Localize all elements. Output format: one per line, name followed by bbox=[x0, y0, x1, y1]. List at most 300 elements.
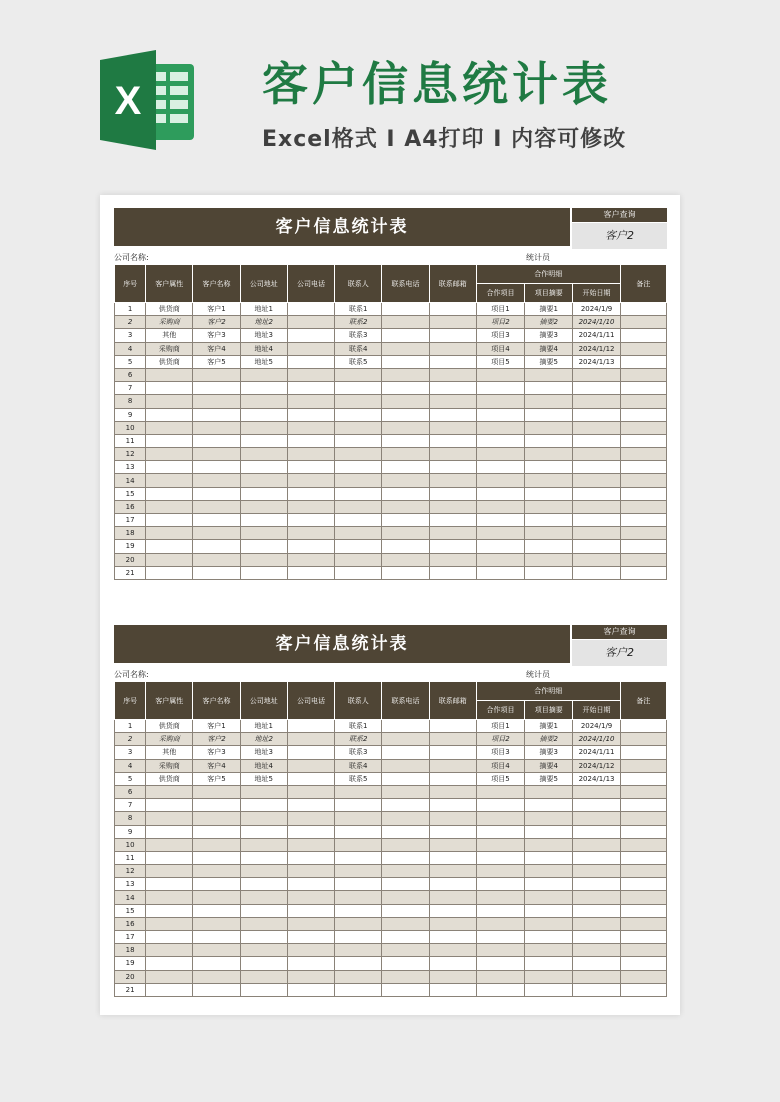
table-cell[interactable] bbox=[193, 500, 240, 513]
table-cell[interactable] bbox=[240, 461, 287, 474]
table-cell[interactable] bbox=[335, 448, 382, 461]
table-cell[interactable]: 1 bbox=[115, 303, 146, 316]
table-cell[interactable] bbox=[287, 527, 334, 540]
table-cell[interactable] bbox=[240, 434, 287, 447]
table-cell[interactable] bbox=[429, 566, 476, 579]
table-cell[interactable] bbox=[287, 785, 334, 798]
table-cell[interactable] bbox=[429, 487, 476, 500]
table-cell[interactable] bbox=[240, 368, 287, 381]
table-cell[interactable] bbox=[525, 487, 573, 500]
table-cell[interactable]: 项目2 bbox=[476, 316, 524, 329]
table-cell[interactable] bbox=[525, 500, 573, 513]
table-cell[interactable] bbox=[620, 825, 666, 838]
table-cell[interactable] bbox=[335, 461, 382, 474]
table-cell[interactable] bbox=[429, 514, 476, 527]
table-cell[interactable] bbox=[335, 970, 382, 983]
table-cell[interactable] bbox=[240, 566, 287, 579]
table-cell[interactable] bbox=[620, 785, 666, 798]
table-cell[interactable] bbox=[525, 540, 573, 553]
table-cell[interactable]: 地址1 bbox=[240, 720, 287, 733]
table-cell[interactable]: 客户5 bbox=[193, 355, 240, 368]
table-cell[interactable]: 5 bbox=[115, 772, 146, 785]
table-cell[interactable] bbox=[620, 865, 666, 878]
table-cell[interactable] bbox=[240, 931, 287, 944]
table-cell[interactable] bbox=[193, 838, 240, 851]
table-cell[interactable] bbox=[525, 382, 573, 395]
table-cell[interactable] bbox=[429, 983, 476, 996]
table-cell[interactable] bbox=[429, 891, 476, 904]
table-cell[interactable] bbox=[146, 487, 193, 500]
table-cell[interactable] bbox=[287, 342, 334, 355]
table-cell[interactable] bbox=[429, 851, 476, 864]
table-cell[interactable] bbox=[525, 865, 573, 878]
table-cell[interactable]: 客户3 bbox=[193, 329, 240, 342]
table-cell[interactable] bbox=[573, 865, 620, 878]
table-cell[interactable]: 14 bbox=[115, 474, 146, 487]
table-cell[interactable]: 10 bbox=[115, 421, 146, 434]
table-cell[interactable] bbox=[620, 904, 666, 917]
table-cell[interactable] bbox=[573, 785, 620, 798]
table-cell[interactable]: 6 bbox=[115, 368, 146, 381]
table-cell[interactable] bbox=[146, 434, 193, 447]
table-cell[interactable] bbox=[146, 865, 193, 878]
table-cell[interactable]: 2024/1/11 bbox=[573, 746, 620, 759]
table-cell[interactable]: 供货商 bbox=[146, 720, 193, 733]
table-cell[interactable] bbox=[146, 878, 193, 891]
table-cell[interactable] bbox=[429, 408, 476, 421]
table-cell[interactable] bbox=[240, 421, 287, 434]
table-cell[interactable] bbox=[525, 904, 573, 917]
table-cell[interactable]: 18 bbox=[115, 944, 146, 957]
table-cell[interactable] bbox=[287, 500, 334, 513]
table-cell[interactable] bbox=[573, 461, 620, 474]
table-cell[interactable] bbox=[287, 487, 334, 500]
table-cell[interactable] bbox=[193, 891, 240, 904]
table-cell[interactable] bbox=[382, 500, 429, 513]
table-cell[interactable] bbox=[382, 421, 429, 434]
table-cell[interactable]: 16 bbox=[115, 500, 146, 513]
table-cell[interactable] bbox=[287, 904, 334, 917]
table-cell[interactable] bbox=[476, 970, 524, 983]
table-cell[interactable] bbox=[620, 500, 666, 513]
table-cell[interactable] bbox=[335, 408, 382, 421]
table-cell[interactable]: 17 bbox=[115, 514, 146, 527]
table-cell[interactable] bbox=[573, 812, 620, 825]
table-cell[interactable]: 8 bbox=[115, 812, 146, 825]
table-cell[interactable] bbox=[573, 566, 620, 579]
table-cell[interactable] bbox=[429, 421, 476, 434]
table-cell[interactable] bbox=[335, 812, 382, 825]
table-cell[interactable] bbox=[335, 474, 382, 487]
table-cell[interactable]: 摘要4 bbox=[525, 759, 573, 772]
table-cell[interactable] bbox=[193, 395, 240, 408]
table-cell[interactable] bbox=[620, 448, 666, 461]
table-cell[interactable] bbox=[382, 355, 429, 368]
table-cell[interactable] bbox=[193, 566, 240, 579]
table-cell[interactable] bbox=[240, 878, 287, 891]
table-cell[interactable] bbox=[240, 799, 287, 812]
table-cell[interactable] bbox=[476, 931, 524, 944]
table-cell[interactable] bbox=[287, 733, 334, 746]
table-cell[interactable] bbox=[193, 904, 240, 917]
table-cell[interactable] bbox=[476, 500, 524, 513]
table-cell[interactable] bbox=[525, 944, 573, 957]
table-cell[interactable] bbox=[620, 461, 666, 474]
table-cell[interactable] bbox=[573, 514, 620, 527]
table-cell[interactable] bbox=[429, 917, 476, 930]
table-cell[interactable] bbox=[525, 825, 573, 838]
table-cell[interactable] bbox=[146, 514, 193, 527]
table-cell[interactable] bbox=[287, 957, 334, 970]
table-cell[interactable] bbox=[620, 329, 666, 342]
table-cell[interactable] bbox=[382, 865, 429, 878]
table-cell[interactable] bbox=[287, 461, 334, 474]
table-cell[interactable] bbox=[335, 540, 382, 553]
table-cell[interactable]: 联系2 bbox=[335, 733, 382, 746]
table-cell[interactable] bbox=[287, 355, 334, 368]
table-cell[interactable]: 项目1 bbox=[476, 720, 524, 733]
table-cell[interactable] bbox=[620, 799, 666, 812]
table-cell[interactable]: 21 bbox=[115, 566, 146, 579]
table-cell[interactable] bbox=[193, 878, 240, 891]
table-cell[interactable] bbox=[287, 329, 334, 342]
table-cell[interactable] bbox=[476, 865, 524, 878]
table-cell[interactable] bbox=[476, 799, 524, 812]
table-cell[interactable] bbox=[525, 395, 573, 408]
table-cell[interactable]: 2024/1/13 bbox=[573, 355, 620, 368]
table-cell[interactable] bbox=[240, 917, 287, 930]
table-cell[interactable] bbox=[146, 957, 193, 970]
table-cell[interactable] bbox=[429, 448, 476, 461]
table-cell[interactable] bbox=[335, 527, 382, 540]
table-cell[interactable] bbox=[382, 931, 429, 944]
table-cell[interactable] bbox=[429, 785, 476, 798]
table-cell[interactable] bbox=[287, 474, 334, 487]
table-cell[interactable] bbox=[476, 527, 524, 540]
table-cell[interactable] bbox=[146, 461, 193, 474]
table-cell[interactable] bbox=[573, 970, 620, 983]
table-cell[interactable] bbox=[382, 944, 429, 957]
table-cell[interactable]: 项目3 bbox=[476, 329, 524, 342]
table-cell[interactable]: 2024/1/11 bbox=[573, 329, 620, 342]
table-cell[interactable] bbox=[429, 838, 476, 851]
table-cell[interactable] bbox=[525, 408, 573, 421]
table-cell[interactable]: 采购商 bbox=[146, 759, 193, 772]
table-cell[interactable] bbox=[240, 500, 287, 513]
table-cell[interactable] bbox=[429, 382, 476, 395]
table-cell[interactable] bbox=[146, 838, 193, 851]
table-cell[interactable] bbox=[476, 474, 524, 487]
table-cell[interactable] bbox=[476, 421, 524, 434]
table-cell[interactable] bbox=[382, 316, 429, 329]
table-cell[interactable] bbox=[240, 395, 287, 408]
table-cell[interactable]: 摘要3 bbox=[525, 329, 573, 342]
table-cell[interactable] bbox=[335, 421, 382, 434]
table-cell[interactable]: 客户1 bbox=[193, 720, 240, 733]
table-cell[interactable]: 客户2 bbox=[193, 733, 240, 746]
table-cell[interactable] bbox=[429, 720, 476, 733]
table-cell[interactable]: 2024/1/9 bbox=[573, 720, 620, 733]
table-cell[interactable] bbox=[382, 838, 429, 851]
table-cell[interactable] bbox=[146, 851, 193, 864]
table-cell[interactable] bbox=[573, 838, 620, 851]
table-cell[interactable] bbox=[620, 759, 666, 772]
table-cell[interactable] bbox=[240, 527, 287, 540]
table-cell[interactable]: 4 bbox=[115, 759, 146, 772]
table-cell[interactable] bbox=[573, 434, 620, 447]
table-cell[interactable]: 摘要1 bbox=[525, 720, 573, 733]
table-cell[interactable] bbox=[335, 851, 382, 864]
table-cell[interactable] bbox=[193, 474, 240, 487]
table-cell[interactable] bbox=[620, 746, 666, 759]
table-cell[interactable] bbox=[287, 395, 334, 408]
table-cell[interactable]: 7 bbox=[115, 799, 146, 812]
table-cell[interactable] bbox=[382, 368, 429, 381]
table-cell[interactable] bbox=[146, 540, 193, 553]
table-cell[interactable] bbox=[476, 904, 524, 917]
table-cell[interactable]: 客户1 bbox=[193, 303, 240, 316]
table-cell[interactable] bbox=[525, 553, 573, 566]
table-cell[interactable] bbox=[525, 917, 573, 930]
table-cell[interactable] bbox=[429, 368, 476, 381]
table-cell[interactable] bbox=[287, 434, 334, 447]
table-cell[interactable] bbox=[335, 878, 382, 891]
table-cell[interactable] bbox=[476, 785, 524, 798]
table-cell[interactable] bbox=[193, 461, 240, 474]
table-cell[interactable] bbox=[146, 931, 193, 944]
table-cell[interactable] bbox=[193, 368, 240, 381]
table-cell[interactable] bbox=[382, 566, 429, 579]
table-cell[interactable] bbox=[382, 878, 429, 891]
table-cell[interactable] bbox=[382, 474, 429, 487]
table-cell[interactable] bbox=[573, 382, 620, 395]
table-cell[interactable] bbox=[146, 527, 193, 540]
table-cell[interactable]: 地址4 bbox=[240, 759, 287, 772]
table-cell[interactable]: 摘要1 bbox=[525, 303, 573, 316]
table-cell[interactable] bbox=[146, 395, 193, 408]
table-cell[interactable] bbox=[573, 917, 620, 930]
table-cell[interactable] bbox=[573, 448, 620, 461]
table-cell[interactable] bbox=[382, 825, 429, 838]
table-cell[interactable]: 项目4 bbox=[476, 759, 524, 772]
table-cell[interactable]: 6 bbox=[115, 785, 146, 798]
table-cell[interactable] bbox=[146, 785, 193, 798]
table-cell[interactable] bbox=[193, 931, 240, 944]
table-cell[interactable] bbox=[240, 448, 287, 461]
table-cell[interactable] bbox=[525, 474, 573, 487]
table-cell[interactable]: 供货商 bbox=[146, 355, 193, 368]
table-cell[interactable] bbox=[620, 566, 666, 579]
table-cell[interactable] bbox=[620, 553, 666, 566]
table-cell[interactable] bbox=[620, 851, 666, 864]
table-cell[interactable] bbox=[573, 851, 620, 864]
table-cell[interactable] bbox=[429, 540, 476, 553]
table-cell[interactable] bbox=[620, 421, 666, 434]
table-cell[interactable] bbox=[525, 878, 573, 891]
table-cell[interactable] bbox=[287, 448, 334, 461]
table-cell[interactable] bbox=[193, 514, 240, 527]
table-cell[interactable] bbox=[382, 917, 429, 930]
table-cell[interactable]: 4 bbox=[115, 342, 146, 355]
table-cell[interactable]: 2024/1/10 bbox=[573, 316, 620, 329]
table-cell[interactable] bbox=[476, 878, 524, 891]
table-cell[interactable] bbox=[146, 970, 193, 983]
table-cell[interactable] bbox=[620, 355, 666, 368]
table-cell[interactable] bbox=[335, 382, 382, 395]
table-cell[interactable]: 地址3 bbox=[240, 329, 287, 342]
table-cell[interactable] bbox=[382, 553, 429, 566]
table-cell[interactable] bbox=[287, 303, 334, 316]
table-cell[interactable]: 1 bbox=[115, 720, 146, 733]
table-cell[interactable] bbox=[240, 957, 287, 970]
table-cell[interactable] bbox=[525, 891, 573, 904]
table-cell[interactable]: 摘要5 bbox=[525, 772, 573, 785]
table-cell[interactable] bbox=[573, 540, 620, 553]
table-cell[interactable] bbox=[620, 772, 666, 785]
table-cell[interactable] bbox=[287, 799, 334, 812]
table-cell[interactable] bbox=[620, 434, 666, 447]
table-cell[interactable]: 联系4 bbox=[335, 759, 382, 772]
table-cell[interactable] bbox=[525, 514, 573, 527]
table-cell[interactable] bbox=[240, 970, 287, 983]
table-cell[interactable] bbox=[193, 434, 240, 447]
table-cell[interactable] bbox=[240, 983, 287, 996]
table-cell[interactable] bbox=[335, 983, 382, 996]
table-cell[interactable] bbox=[335, 395, 382, 408]
table-cell[interactable] bbox=[476, 487, 524, 500]
table-cell[interactable] bbox=[525, 434, 573, 447]
table-cell[interactable] bbox=[335, 904, 382, 917]
table-cell[interactable] bbox=[146, 474, 193, 487]
table-cell[interactable] bbox=[382, 342, 429, 355]
table-cell[interactable]: 20 bbox=[115, 970, 146, 983]
table-cell[interactable] bbox=[240, 812, 287, 825]
table-cell[interactable] bbox=[476, 917, 524, 930]
table-cell[interactable] bbox=[573, 931, 620, 944]
table-cell[interactable] bbox=[620, 720, 666, 733]
table-cell[interactable] bbox=[335, 368, 382, 381]
table-cell[interactable] bbox=[193, 851, 240, 864]
table-cell[interactable] bbox=[429, 944, 476, 957]
table-cell[interactable] bbox=[193, 944, 240, 957]
table-cell[interactable] bbox=[476, 368, 524, 381]
table-cell[interactable] bbox=[240, 474, 287, 487]
table-cell[interactable]: 项目4 bbox=[476, 342, 524, 355]
table-cell[interactable]: 联系3 bbox=[335, 746, 382, 759]
table-cell[interactable] bbox=[620, 878, 666, 891]
table-cell[interactable] bbox=[287, 746, 334, 759]
table-cell[interactable]: 13 bbox=[115, 461, 146, 474]
table-cell[interactable] bbox=[382, 514, 429, 527]
table-cell[interactable] bbox=[476, 540, 524, 553]
table-cell[interactable] bbox=[429, 812, 476, 825]
table-cell[interactable] bbox=[382, 303, 429, 316]
table-cell[interactable] bbox=[573, 891, 620, 904]
table-cell[interactable] bbox=[287, 759, 334, 772]
table-cell[interactable]: 摘要4 bbox=[525, 342, 573, 355]
table-cell[interactable] bbox=[146, 421, 193, 434]
table-cell[interactable] bbox=[146, 448, 193, 461]
table-cell[interactable] bbox=[525, 838, 573, 851]
table-cell[interactable] bbox=[240, 487, 287, 500]
table-cell[interactable]: 联系3 bbox=[335, 329, 382, 342]
table-cell[interactable] bbox=[429, 878, 476, 891]
table-cell[interactable] bbox=[193, 825, 240, 838]
table-cell[interactable] bbox=[382, 772, 429, 785]
table-cell[interactable] bbox=[193, 382, 240, 395]
table-cell[interactable] bbox=[146, 812, 193, 825]
table-cell[interactable] bbox=[429, 799, 476, 812]
table-cell[interactable] bbox=[476, 434, 524, 447]
table-cell[interactable] bbox=[429, 342, 476, 355]
table-cell[interactable] bbox=[146, 891, 193, 904]
table-cell[interactable] bbox=[620, 917, 666, 930]
table-cell[interactable] bbox=[573, 825, 620, 838]
table-cell[interactable] bbox=[287, 514, 334, 527]
table-cell[interactable] bbox=[476, 395, 524, 408]
table-cell[interactable] bbox=[240, 825, 287, 838]
table-cell[interactable]: 2024/1/10 bbox=[573, 733, 620, 746]
table-cell[interactable]: 地址1 bbox=[240, 303, 287, 316]
table-cell[interactable]: 2024/1/12 bbox=[573, 759, 620, 772]
table-cell[interactable]: 联系2 bbox=[335, 316, 382, 329]
table-cell[interactable] bbox=[620, 316, 666, 329]
table-cell[interactable] bbox=[429, 395, 476, 408]
table-cell[interactable] bbox=[146, 408, 193, 421]
table-cell[interactable] bbox=[429, 329, 476, 342]
table-cell[interactable] bbox=[146, 500, 193, 513]
table-cell[interactable] bbox=[335, 487, 382, 500]
table-cell[interactable] bbox=[382, 540, 429, 553]
table-cell[interactable]: 客户2 bbox=[193, 316, 240, 329]
table-cell[interactable]: 客户4 bbox=[193, 759, 240, 772]
table-cell[interactable] bbox=[335, 944, 382, 957]
table-cell[interactable] bbox=[335, 931, 382, 944]
table-cell[interactable] bbox=[429, 355, 476, 368]
table-cell[interactable] bbox=[429, 474, 476, 487]
table-cell[interactable]: 供货商 bbox=[146, 303, 193, 316]
table-cell[interactable] bbox=[287, 878, 334, 891]
table-cell[interactable]: 客户5 bbox=[193, 772, 240, 785]
table-cell[interactable]: 2 bbox=[115, 733, 146, 746]
table-cell[interactable] bbox=[476, 891, 524, 904]
table-cell[interactable] bbox=[429, 500, 476, 513]
table-cell[interactable]: 项目5 bbox=[476, 355, 524, 368]
table-cell[interactable] bbox=[429, 825, 476, 838]
table-cell[interactable] bbox=[620, 931, 666, 944]
table-cell[interactable] bbox=[287, 931, 334, 944]
table-cell[interactable] bbox=[476, 408, 524, 421]
table-cell[interactable]: 10 bbox=[115, 838, 146, 851]
table-cell[interactable] bbox=[287, 944, 334, 957]
table-cell[interactable] bbox=[146, 944, 193, 957]
query-value-cell[interactable]: 客户2 bbox=[572, 640, 667, 666]
table-cell[interactable] bbox=[620, 812, 666, 825]
table-cell[interactable] bbox=[335, 514, 382, 527]
table-cell[interactable]: 5 bbox=[115, 355, 146, 368]
table-cell[interactable] bbox=[287, 382, 334, 395]
table-cell[interactable] bbox=[620, 970, 666, 983]
table-cell[interactable] bbox=[429, 970, 476, 983]
table-cell[interactable] bbox=[573, 368, 620, 381]
table-cell[interactable] bbox=[382, 461, 429, 474]
table-cell[interactable] bbox=[382, 382, 429, 395]
table-cell[interactable] bbox=[382, 983, 429, 996]
table-cell[interactable] bbox=[287, 983, 334, 996]
table-cell[interactable]: 14 bbox=[115, 891, 146, 904]
table-cell[interactable] bbox=[476, 514, 524, 527]
table-cell[interactable] bbox=[240, 904, 287, 917]
